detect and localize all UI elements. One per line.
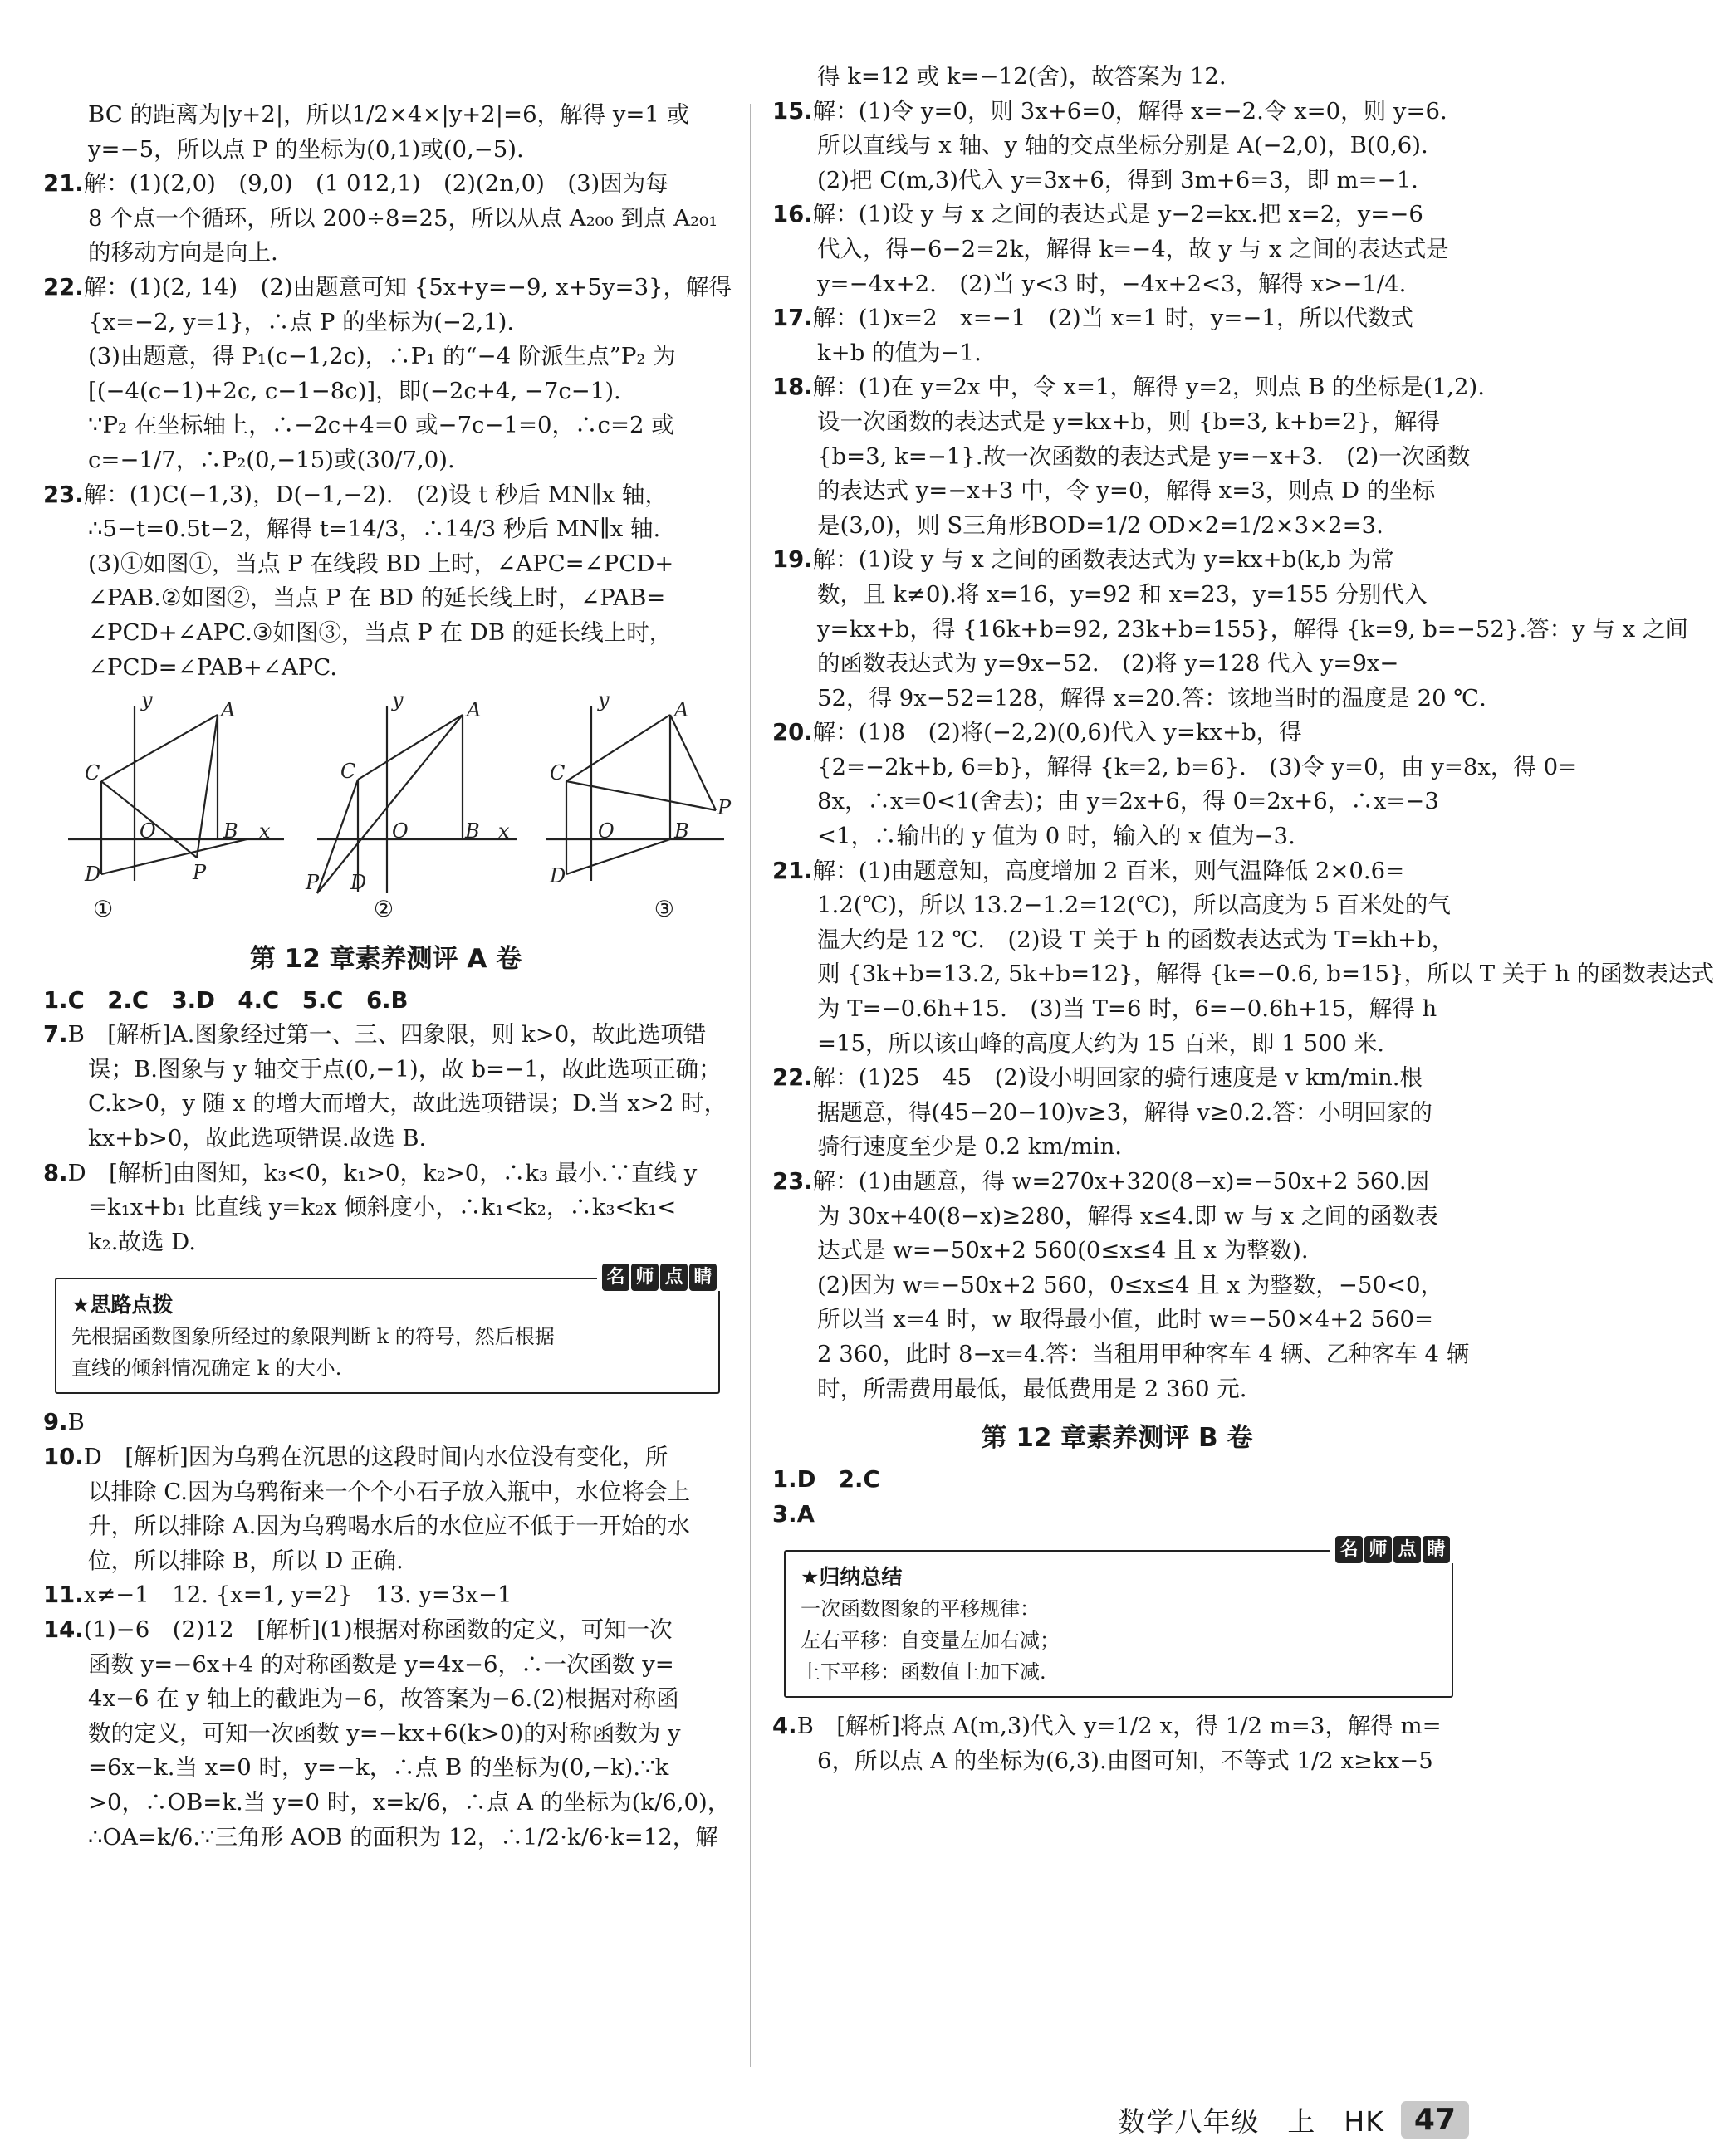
answer-line [43, 271, 732, 306]
answer-text: [(−4(c−1)+2c, c−1−8c)]，即(−2c+4, −7c−1). [88, 377, 621, 404]
answer-text: (3)①如图①，当点 P 在线段 BD 上时，∠APC=∠PCD+ [88, 550, 674, 577]
answer-text: 的表达式 y=−x+3 中，令 y=0，解得 x=3，则点 D 的坐标 [817, 477, 1436, 505]
answer-line [772, 1200, 1462, 1234]
section-a-answers [43, 984, 728, 1260]
answer-text: 所以当 x=4 时，w 取得最小值，此时 w=−50×4+2 560= [817, 1306, 1434, 1333]
answer-text: 解：(1)C(−1,3)，D(−1,−2). (2)设 t 秒后 MN∥x 轴， [83, 481, 668, 508]
answer-text: {b=3, k=−1}.故一次函数的表达式是 y=−x+3. (2)一次函数 [817, 442, 1471, 470]
answer-text: 所以直线与 x 轴、y 轴的交点坐标分别是 A(−2,0)，B(0,6). [817, 132, 1428, 159]
answer-line [43, 1475, 728, 1510]
question-number: 21. [43, 170, 84, 198]
answer-line [772, 1165, 1462, 1200]
tip-box-thinking [55, 1267, 720, 1394]
footer-subject: 数学八年级 上 HK [1118, 2105, 1384, 2138]
answer-text: 52，得 9x−52=128，解得 x=20.答：该地当时的温度是 20 ℃. [817, 684, 1486, 711]
answer-text: 解：(1)设 y 与 x 之间的函数表达式为 y=kx+b(k,b 为常 [812, 546, 1394, 574]
answer-text: 8x，∴x=0<1(舍去)；由 y=2x+6，得 0=2x+6，∴x=−3 [817, 788, 1439, 815]
answer-text: >0，∴OB=k.当 y=0 时，x=k/6，∴点 A 的坐标为(k/6,0)， [88, 1788, 731, 1816]
answer-line [772, 370, 1485, 405]
answer-text: 解：(1)8 (2)将(−2,2)(0,6)代入 y=kx+b，得 [812, 719, 1302, 746]
badge-char: 点 [660, 1264, 688, 1291]
answer-text: 为 T=−0.6h+15. (3)当 T=6 时，6=−0.6h+15，解得 h [817, 995, 1437, 1023]
badge-char: 名 [1335, 1536, 1363, 1563]
fig2-label-a: A [467, 698, 482, 722]
fig3-label-a: A [674, 698, 689, 722]
answer-line [43, 1225, 728, 1260]
question-number: 23. [43, 481, 84, 508]
answer-text: 1.C 2.C 3.D 4.C 5.C 6.B [43, 986, 409, 1014]
figures-svg [43, 688, 732, 895]
answer-text: 2 360，此时 8−x=4.答：当租用甲种客车 4 辆、乙种客车 4 辆 [817, 1340, 1470, 1367]
answer-line [43, 651, 728, 686]
answer-text: x≠−1 12. {x=1, y=2} 13. y=3x−1 [83, 1582, 512, 1609]
figure-caption-1: ① [93, 897, 114, 923]
left-answers-bottom [43, 1406, 731, 1855]
answer-line [43, 1751, 728, 1786]
question-number: 23. [772, 1168, 813, 1195]
answer-text: 解：(1)由题意知，高度增加 2 百米，则气温降低 2×0.6= [812, 857, 1405, 884]
answer-text: D [解析]因为乌鸦在沉思的这段时间内水位没有变化，所 [83, 1444, 668, 1471]
question-number: 22. [772, 1064, 813, 1092]
fig3-label-c: C [550, 761, 566, 785]
fig2-label-y: y [392, 688, 404, 712]
answer-text: (2)把 C(m,3)代入 y=3x+6，得到 3m+6=3，即 m=−1. [817, 166, 1418, 193]
column-divider [750, 104, 751, 2067]
tip-badge [1330, 1536, 1455, 1563]
answer-text: ∠PCD=∠PAB+∠APC. [88, 653, 338, 681]
answer-line [43, 236, 728, 271]
fig3-label-b: B [674, 819, 689, 843]
answer-line [43, 408, 728, 443]
question-number: 9. [43, 1409, 68, 1436]
answer-text: 以排除 C.因为乌鸦衔来一个个小石子放入瓶中，水位将会上 [88, 1478, 691, 1505]
answer-text: =k₁x+b₁ 比直线 y=k₂x 倾斜度小，∴k₁<k₂，∴k₃<k₁< [88, 1194, 677, 1221]
answer-text: 设一次函数的表达式是 y=kx+b，则 {b=3, k+b=2}，解得 [817, 408, 1440, 435]
answer-line [43, 1613, 728, 1648]
answer-text: 解：(1)由题意，得 w=270x+320(8−x)=−50x+2 560.因 [812, 1168, 1430, 1195]
answer-text: 6，所以点 A 的坐标为(6,3).由图可知，不等式 1/2 x≥kx−5 [817, 1747, 1433, 1774]
tip-heading: ★归纳总结 [801, 1565, 903, 1590]
answer-line [772, 957, 1714, 992]
fig3-label-d: D [550, 864, 566, 888]
section-b-answers [772, 1463, 1462, 1532]
answer-line [43, 1087, 728, 1122]
section-a-title: 第 12 章素养测评 A 卷 [249, 943, 522, 974]
answer-line [43, 1190, 728, 1225]
answer-line [43, 374, 728, 409]
figure-3 [546, 706, 724, 881]
answer-line [43, 547, 728, 582]
answer-line [772, 301, 1462, 336]
answer-text: ∠PCD+∠APC.③如图③，当点 P 在 DB 的延长线上时， [88, 618, 673, 646]
answer-line [772, 750, 1578, 785]
fig1-label-y: y [141, 688, 153, 712]
answer-line [772, 1234, 1462, 1269]
answer-text: {x=−2, y=1}，∴点 P 的坐标为(−2,1). [88, 308, 515, 335]
answer-text: 骑行速度至少是 0.2 km/min. [817, 1133, 1123, 1161]
answer-line [772, 1061, 1462, 1096]
fig2-label-p: P [306, 871, 320, 895]
fig2-label-o: O [392, 819, 409, 843]
answer-line [772, 95, 1462, 130]
answer-text: kx+b>0，故此选项错误.故选 B. [88, 1125, 427, 1152]
answer-text: 得 k=12 或 k=−12(舍)，故答案为 12. [817, 63, 1227, 90]
answer-line [43, 1717, 728, 1752]
question-number: 21. [772, 857, 813, 884]
answer-line [772, 543, 1462, 578]
fig1-label-b: B [223, 819, 238, 843]
answer-line [43, 1682, 728, 1717]
answer-text: k+b 的值为−1. [817, 339, 982, 366]
figure-caption-2: ② [373, 897, 394, 923]
badge-char: 睛 [689, 1264, 717, 1291]
answer-line [772, 923, 1462, 958]
answer-line [772, 60, 1462, 95]
answer-text: y=−5，所以点 P 的坐标为(0,1)或(0,−5). [88, 135, 524, 163]
figure-1 [68, 706, 284, 881]
right-column [772, 60, 1714, 1779]
question-number: 19. [772, 546, 813, 574]
answer-text: (1)−6 (2)12 [解析](1)根据对称函数的定义，可知一次 [83, 1616, 673, 1643]
fig1-label-d: D [85, 863, 101, 887]
answer-line [772, 716, 1462, 750]
answer-line [772, 647, 1462, 682]
answer-text: BC 的距离为|y+2|，所以1/2×4×|y+2|=6，解得 y=1 或 [88, 101, 690, 128]
answer-text: 解：(1)(2, 14) (2)由题意可知 {5x+y=−9, x+5y=3}，解得 [83, 273, 732, 301]
answer-text: D [解析]由图知，k₃<0，k₁>0，k₂>0，∴k₃ 最小.∵直线 y [67, 1159, 698, 1186]
answer-line [43, 1122, 728, 1156]
answer-text: c=−1/7，∴P₂(0,−15)或(30/7,0). [88, 446, 455, 473]
answer-line [43, 1821, 728, 1855]
question-number: 15. [772, 97, 813, 125]
right-answers-bottom [772, 1709, 1462, 1778]
answer-text: 8 个点一个循环，所以 200÷8=25，所以从点 A₂₀₀ 到点 A₂₀₁ [88, 204, 718, 232]
answer-text: k₂.故选 D. [88, 1228, 196, 1255]
page-number: 47 [1401, 2101, 1469, 2139]
answer-text: C.k>0，y 随 x 的增大而增大，故此选项错误；D.当 x>2 时， [88, 1090, 727, 1117]
answer-line [772, 440, 1471, 475]
badge-char: 师 [1364, 1536, 1392, 1563]
answer-line [43, 1406, 728, 1440]
answer-text: 解：(1)令 y=0，则 3x+6=0，解得 x=−2.令 x=0，则 y=6. [812, 97, 1447, 125]
answer-text: 数，且 k≠0).将 x=16，y=92 和 x=23，y=155 分别代入 [817, 580, 1428, 608]
answer-line [772, 682, 1486, 716]
answer-line [43, 98, 728, 133]
question-number: 14. [43, 1616, 84, 1643]
answer-line [772, 1463, 1462, 1498]
question-number: 18. [772, 374, 813, 401]
tip-line: 直线的倾斜情况确定 k 的大小. [71, 1357, 342, 1381]
badge-char: 名 [602, 1264, 629, 1291]
left-answers-top [43, 98, 732, 685]
fig3-label-o: O [598, 819, 615, 843]
answer-line [43, 616, 728, 651]
answer-text: 1.D 2.C [772, 1466, 880, 1494]
answer-text: 代入，得−6−2=2k，解得 k=−4，故 y 与 x 之间的表达式是 [817, 235, 1449, 262]
answer-text: 误；B.图象与 y 轴交于点(0,−1)，故 b=−1，故此选项正确； [88, 1055, 722, 1083]
answer-line [43, 478, 728, 513]
question-number: 11. [43, 1582, 84, 1609]
answer-line [772, 785, 1462, 819]
section-b-title: 第 12 章素养测评 B 卷 [981, 1423, 1253, 1454]
answer-text: B [解析]A.图象经过第一、三、四象限，则 k>0，故此选项错 [67, 1021, 707, 1049]
figure-2 [317, 706, 517, 893]
answer-line [772, 1096, 1462, 1131]
answer-text: 的函数表达式为 y=9x−52. (2)将 y=128 代入 y=9x− [817, 650, 1399, 677]
answer-line [43, 133, 728, 168]
badge-char: 睛 [1423, 1536, 1450, 1563]
answer-line [772, 578, 1462, 613]
answer-text: B [解析]将点 A(m,3)代入 y=1/2 x，得 1/2 m=3，解得 m= [796, 1713, 1442, 1740]
answer-text: 3.A [772, 1500, 815, 1528]
answer-line [43, 1544, 728, 1579]
answer-line [43, 1509, 728, 1544]
answer-line [43, 581, 728, 616]
figure-caption-3: ③ [654, 897, 674, 923]
page-footer [1118, 2100, 1469, 2139]
answer-line [43, 984, 728, 1019]
answer-text: ∵P₂ 在坐标轴上，∴−2c+4=0 或−7c−1=0，∴c=2 或 [88, 412, 674, 439]
question-number: 7. [43, 1021, 68, 1049]
fig2-label-b: B [465, 819, 480, 843]
answer-line [772, 613, 1688, 648]
answer-text: 据题意，得(45−20−10)v≥3，解得 v≥0.2.答：小明回家的 [817, 1098, 1432, 1126]
answer-line [43, 1578, 728, 1613]
fig1-label-o: O [140, 819, 156, 843]
answer-text: y=kx+b，得 {16k+b=92, 23k+b=155}，解得 {k=9, b=−52}.答：y 与 x 之间 [817, 615, 1688, 643]
question-number: 4. [772, 1713, 797, 1740]
answer-line [772, 1498, 1462, 1533]
fig1-label-p: P [193, 861, 207, 885]
fig2-label-x: x [498, 819, 510, 843]
answer-line [772, 1709, 1462, 1744]
answer-line [772, 888, 1462, 923]
answer-line [772, 267, 1462, 302]
fig3-label-p: P [717, 796, 732, 820]
tip-line: 上下平移：函数值上加下减. [801, 1660, 1046, 1684]
answer-text: (2)因为 w=−50x+2 560，0≤x≤4 且 x 为整数，−50<0， [817, 1271, 1443, 1298]
answer-text: 的移动方向是向上. [88, 239, 278, 266]
answer-line [772, 164, 1462, 198]
answer-text: 解：(1)x=2 x=−1 (2)当 x=1 时，y=−1，所以代数式 [812, 305, 1413, 332]
question-number: 22. [43, 273, 84, 301]
answer-line [772, 474, 1462, 509]
answer-line [772, 198, 1462, 232]
answer-line [772, 819, 1462, 854]
badge-char: 师 [631, 1264, 659, 1291]
answer-text: 1.2(℃)，所以 13.2−1.2=12(℃)，所以高度为 5 百米处的气 [817, 892, 1451, 919]
question-number: 8. [43, 1159, 68, 1186]
answer-line [772, 1744, 1462, 1779]
answer-line [772, 232, 1462, 267]
answer-line [772, 992, 1462, 1027]
answer-line [772, 1337, 1470, 1372]
answer-line [43, 340, 728, 374]
answer-text: 则 {3k+b=13.2, 5k+b=12}，解得 {k=−0.6, b=15}，所以 T 关于 h 的函数表达式 [817, 961, 1714, 988]
fig1-label-x: x [259, 819, 271, 843]
fig2-label-c: C [340, 760, 356, 784]
answer-text: 温大约是 12 ℃. (2)设 T 关于 h 的函数表达式为 T=kh+b， [817, 926, 1455, 953]
answer-line [43, 1648, 728, 1683]
answer-text: ∴5−t=0.5t−2，解得 t=14/3，∴14/3 秒后 MN∥x 轴. [88, 516, 661, 543]
answer-text: 解：(1)设 y 与 x 之间的表达式是 y−2=kx.把 x=2，y=−6 [812, 201, 1423, 228]
answer-text: (3)由题意，得 P₁(c−1,2c)，∴P₁ 的“−4 阶派生点”P₂ 为 [88, 343, 676, 370]
answer-line [772, 854, 1462, 889]
answer-line [772, 129, 1462, 164]
left-column [43, 98, 732, 1855]
answer-line [772, 1269, 1462, 1303]
question-number: 17. [772, 305, 813, 332]
tip-box-summary [784, 1539, 1453, 1698]
answer-text: 4x−6 在 y 轴上的截距为−6，故答案为−6.(2)根据对称函 [88, 1685, 679, 1713]
answer-line [43, 443, 728, 478]
answer-line [772, 1027, 1462, 1062]
answer-text: 是(3,0)，则 S三角形BOD=1/2 OD×2=1/2×3×2=3. [817, 511, 1383, 539]
question-number: 10. [43, 1444, 84, 1471]
fig1-label-a: A [221, 698, 236, 722]
question-number: 16. [772, 201, 813, 228]
answer-line [43, 1053, 728, 1088]
answer-text: {2=−2k+b, 6=b}，解得 {k=2, b=6}. (3)令 y=0，由 y=8x，得 0= [817, 753, 1578, 780]
answer-text: 达式是 w=−50x+2 560(0≤x≤4 且 x 为整数). [817, 1237, 1309, 1264]
answer-line [43, 167, 728, 202]
tip-heading: ★思路点拨 [71, 1293, 174, 1318]
answer-line [772, 509, 1462, 544]
answer-text: 位，所以排除 B，所以 D 正确. [88, 1547, 404, 1574]
answer-line [43, 202, 728, 237]
answer-line [43, 512, 728, 547]
answer-text: B [67, 1409, 85, 1436]
badge-char: 点 [1393, 1536, 1421, 1563]
answer-line [43, 1156, 728, 1191]
answer-text: y=−4x+2. (2)当 y<3 时，−4x+2<3，解得 x>−1/4. [817, 270, 1407, 297]
answer-text: 时，所需费用最低，最低费用是 2 360 元. [817, 1375, 1247, 1402]
answer-text: =15，所以该山峰的高度大约为 15 百米，即 1 500 米. [817, 1029, 1384, 1057]
answer-text: =6x−k.当 x=0 时，y=−k，∴点 B 的坐标为(0,−k).∵k [88, 1754, 669, 1782]
answer-text: ∴OA=k/6.∵三角形 AOB 的面积为 12，∴1/2·k/6·k=12，解 [88, 1823, 718, 1850]
figure-captions [93, 892, 674, 927]
answer-line [772, 1130, 1462, 1165]
answer-line [772, 1372, 1462, 1407]
answer-text: ∠PAB.②如图②，当点 P 在 BD 的延长线上时，∠PAB= [88, 584, 666, 612]
tip-line: 一次函数图象的平移规律： [801, 1597, 1040, 1621]
fig2-label-d: D [350, 871, 367, 895]
answer-line [43, 1018, 728, 1053]
right-answers-top [772, 60, 1714, 1406]
answer-text: 为 30x+40(8−x)≥280，解得 x≤4.即 w 与 x 之间的函数表 [817, 1202, 1438, 1230]
answer-text: 解：(1)在 y=2x 中，令 x=1，解得 y=2，则点 B 的坐标是(1,2). [812, 374, 1485, 401]
answer-text: <1，∴输出的 y 值为 0 时，输入的 x 值为−3. [817, 823, 1295, 850]
answer-line [772, 1303, 1462, 1337]
answer-line [772, 405, 1462, 440]
tip-line: 左右平移：自变量左加右减； [801, 1629, 1060, 1653]
answer-line [43, 306, 728, 340]
question-number: 20. [772, 719, 813, 746]
answer-text: 解：(1)(2,0) (9,0) (1 012,1) (2)(2n,0) (3)因为每 [83, 170, 668, 198]
answer-text: 数的定义，可知一次函数 y=−kx+6(k>0)的对称函数为 y [88, 1719, 681, 1747]
tip-badge [597, 1264, 722, 1291]
answer-line [43, 1786, 731, 1821]
fig3-label-y: y [598, 688, 610, 712]
fig1-label-c: C [85, 761, 100, 785]
answer-text: 解：(1)25 45 (2)设小明回家的骑行速度是 v km/min.根 [812, 1064, 1423, 1092]
answer-line [43, 1440, 728, 1475]
answer-line [772, 336, 1462, 371]
answer-text: 升，所以排除 A.因为乌鸦喝水后的水位应不低于一开始的水 [88, 1513, 690, 1540]
geometry-figures [43, 688, 732, 895]
tip-line: 先根据函数图象所经过的象限判断 k 的符号，然后根据 [71, 1325, 555, 1349]
answer-text: 函数 y=−6x+4 的对称函数是 y=4x−6，∴一次函数 y= [88, 1650, 674, 1678]
